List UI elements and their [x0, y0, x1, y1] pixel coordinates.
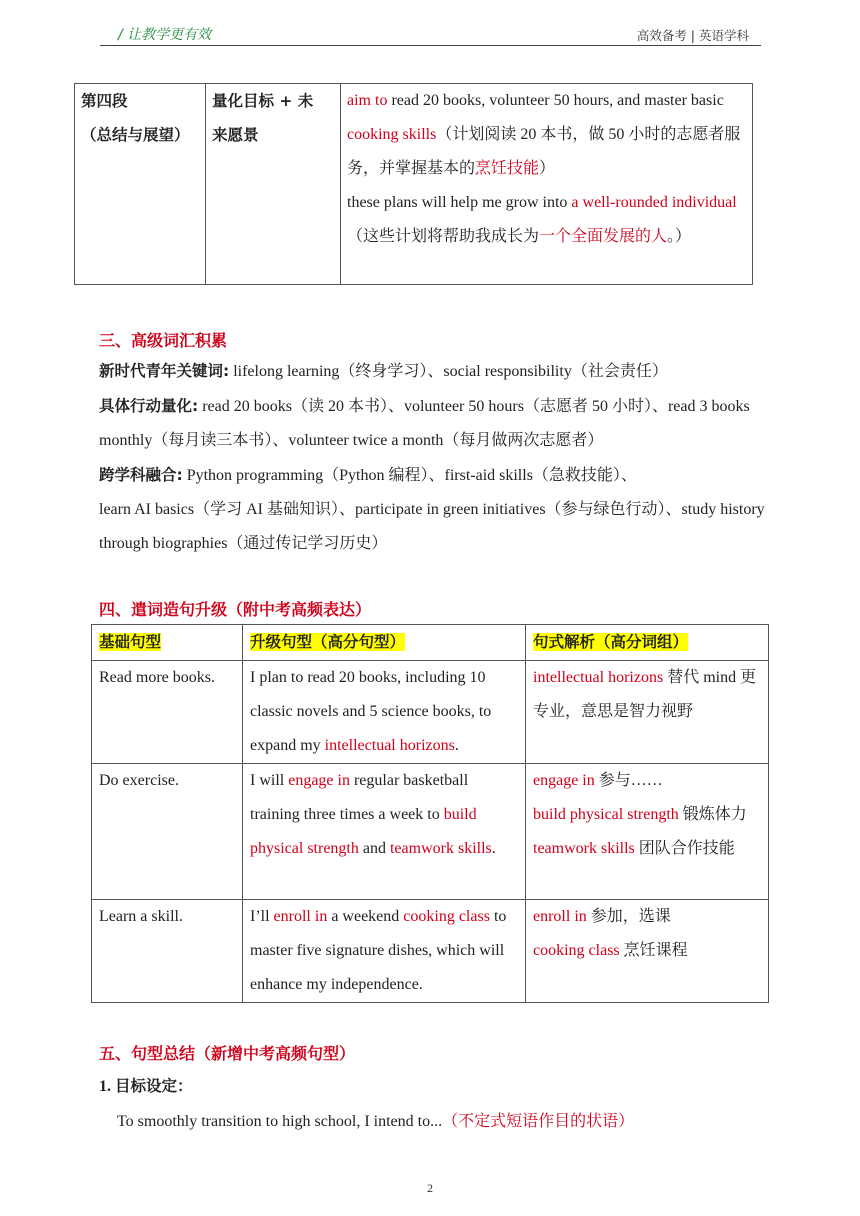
table-row — [92, 900, 769, 1003]
label: 具体行动量化: — [99, 397, 199, 415]
header-basic: 基础句型 — [99, 633, 162, 651]
upgrade-cell — [243, 661, 526, 764]
text: read 20 books（读 20 本书）、volunteer 50 hours（志愿者 50 小时）、read 3 books monthly（每月读三本书）、volunteer twice a month（每月做两次志愿者） — [99, 398, 750, 449]
sentence-text: To smoothly transition to high school, I intend to... — [117, 1113, 443, 1130]
method-line-2: 来愿景 — [212, 126, 259, 144]
text: a weekend — [327, 908, 404, 925]
keyword: intellectual horizons — [533, 669, 664, 686]
section-cell — [75, 84, 206, 285]
vocab-line-1 — [99, 354, 769, 389]
table-row — [92, 764, 769, 900]
text: . — [491, 840, 496, 857]
goal-setting-sentence — [117, 1108, 634, 1131]
text: 参加，选课 — [586, 908, 671, 925]
method-cell — [206, 84, 341, 285]
header-cell — [243, 625, 526, 661]
vocab-paragraph — [99, 354, 769, 561]
section-3-title: 三、高级词汇积累 — [99, 331, 228, 350]
text: and — [358, 840, 390, 857]
keyword: build physical strength — [250, 806, 477, 857]
header-subject: 高效备考 | 英语学科 — [636, 28, 749, 43]
table-row — [75, 84, 753, 285]
text: I’ll — [250, 908, 274, 925]
text: 烹饪课程 — [619, 942, 688, 959]
example-2 — [347, 186, 746, 254]
label: 跨学科融合: — [99, 466, 183, 484]
upgrade-cell — [243, 764, 526, 900]
text: learn AI basics（学习 AI 基础知识）、participate in green initiatives（参与绿色行动）、study history through biographies（通过传记学习历史） — [99, 501, 765, 552]
item-number: 1. — [99, 1078, 111, 1095]
text: 替代 mind 更专业，意思是智力视野 — [533, 669, 757, 720]
header-analysis: 句式解析（高分词组） — [533, 633, 689, 651]
section-name: 第四段 — [81, 92, 128, 110]
keyword: 烹饪技能 — [475, 160, 540, 177]
basic-cell: Learn a skill. — [92, 900, 243, 1003]
text: 锻炼体力 — [678, 806, 747, 823]
table-header-row — [92, 625, 769, 661]
basic-cell: Read more books. — [92, 661, 243, 764]
example-1 — [347, 84, 746, 186]
keyword: cooking skills — [347, 126, 437, 143]
vocab-line-3 — [99, 458, 769, 493]
grammar-note: （不定式短语作目的状语） — [442, 1113, 635, 1130]
text: to master five signature dishes, which will enhance my independence. — [250, 908, 507, 993]
analysis-cell — [526, 900, 769, 1003]
basic-cell: Do exercise. — [92, 764, 243, 900]
text: regular basketball training three times a week to — [250, 772, 469, 823]
table-row — [92, 661, 769, 764]
section-4-title: 四、遣词造句升级（附中考高频表达） — [99, 600, 372, 619]
text: （计划阅读 20 本书，做 50 小时的志愿者服务，并掌握基本的 — [347, 126, 741, 177]
header-cell — [92, 625, 243, 661]
vocab-line-2 — [99, 389, 769, 458]
page-header — [100, 24, 761, 44]
header-slogan: / 让教学更有效 — [118, 27, 212, 43]
text: I will — [250, 772, 289, 789]
analysis-line — [533, 832, 761, 866]
vocab-line-4 — [99, 493, 769, 561]
text: read 20 books, volunteer 50 hours, and master basic — [387, 92, 724, 109]
keyword: enroll in — [273, 908, 328, 925]
text: 参与…… — [594, 772, 663, 789]
paragraph-structure-table — [74, 83, 753, 285]
keyword: cooking class — [533, 942, 620, 959]
text: （这些计划将帮助我成长为 — [347, 228, 540, 245]
analysis-line — [533, 798, 761, 832]
keyword: 一个全面发展的人 — [539, 228, 668, 245]
keyword: teamwork skills — [533, 840, 635, 857]
sentence-upgrade-table — [91, 624, 769, 1003]
section-desc: （总结与展望） — [81, 126, 190, 144]
keyword: engage in — [533, 772, 595, 789]
analysis-line — [533, 900, 761, 934]
text: . — [454, 737, 459, 754]
text: ） — [539, 160, 556, 177]
keyword: a well-rounded individual — [571, 194, 737, 211]
text: I plan to read 20 books, including 10 classic novels and 5 science books, to expand my — [250, 669, 492, 754]
analysis-cell — [526, 661, 769, 764]
item-label: 目标设定： — [115, 1077, 193, 1095]
keyword: enroll in — [533, 908, 587, 925]
upgrade-cell — [243, 900, 526, 1003]
analysis-line — [533, 764, 761, 798]
header-upgrade: 升级句型（高分句型） — [250, 633, 406, 651]
text: 。） — [667, 228, 692, 245]
analysis-cell — [526, 764, 769, 900]
keyword: teamwork skills — [389, 840, 492, 857]
keyword: aim to — [347, 92, 388, 109]
text: Python programming（Python 编程）、first-aid skills（急救技能）、 — [182, 467, 637, 484]
example-cell — [341, 84, 753, 285]
text: these plans will help me grow into — [347, 194, 572, 211]
keyword: build physical strength — [533, 806, 679, 823]
keyword: cooking class — [403, 908, 490, 925]
header-cell — [526, 625, 769, 661]
method-line-1: 量化目标 + 未 — [212, 92, 314, 110]
keyword: engage in — [288, 772, 350, 789]
goal-setting-item — [99, 1074, 193, 1096]
page-number: 2 — [427, 1181, 433, 1195]
keyword: intellectual horizons — [324, 737, 455, 754]
header-divider — [100, 45, 761, 46]
analysis-line — [533, 934, 761, 968]
text: 团队合作技能 — [634, 840, 735, 857]
label: 新时代青年关键词: — [99, 362, 230, 380]
section-5-title: 五、句型总结（新增中考高频句型） — [99, 1044, 356, 1063]
text: lifelong learning（终身学习）、social responsibility（社会责任） — [229, 363, 668, 380]
